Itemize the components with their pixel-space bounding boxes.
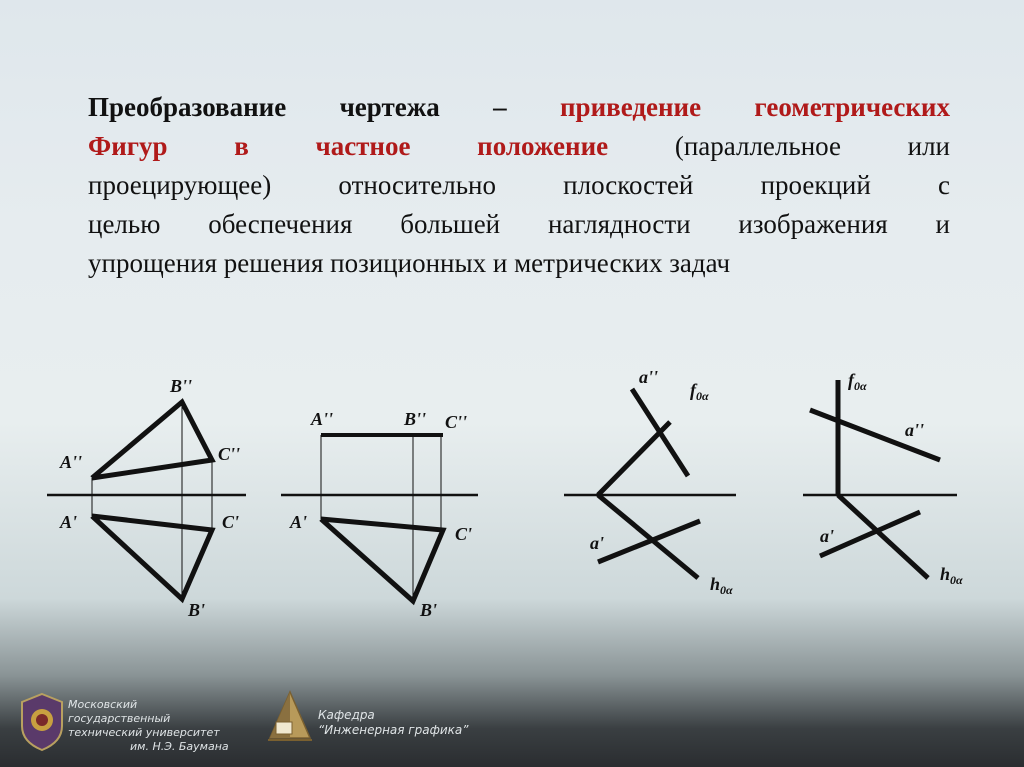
line-a1 bbox=[598, 521, 700, 562]
department-logo-icon bbox=[266, 690, 314, 744]
label-d3-f: $f_{0\alpha}$ bbox=[690, 380, 709, 403]
text-line-3: проецирующее) относительно плоскостей проекций с bbox=[88, 170, 950, 200]
label-d2-a1: A' bbox=[290, 512, 308, 532]
triangle-frontal bbox=[92, 402, 212, 478]
label-d1-c1: C' bbox=[222, 512, 240, 532]
text-line-5: упрощения решения позиционных и метрических задач bbox=[88, 248, 731, 278]
line-a1-4 bbox=[820, 512, 920, 556]
label-d3-a2: a'' bbox=[639, 367, 659, 387]
department-caption bbox=[318, 708, 468, 738]
university-line-1: Московский государственный bbox=[68, 698, 171, 725]
department-line-2: “Инженерная графика” bbox=[318, 723, 469, 737]
label-d4-a2: a'' bbox=[905, 420, 925, 440]
label-d1-b2: B'' bbox=[170, 376, 193, 396]
diagram-1 bbox=[47, 376, 246, 620]
label-d1-c2: C'' bbox=[218, 444, 241, 464]
university-caption bbox=[68, 698, 238, 754]
trace-h-4 bbox=[838, 495, 928, 578]
triangle-horizontal bbox=[92, 516, 212, 599]
trace-h bbox=[598, 495, 698, 578]
label-d4-f: $f_{0\alpha}$ bbox=[848, 370, 867, 393]
text-part-4: (параллельное или bbox=[674, 131, 951, 161]
line-a2 bbox=[632, 389, 688, 476]
department-line-1: Кафедра bbox=[318, 708, 375, 722]
term-bold: Преобразование чертежа – bbox=[88, 92, 507, 122]
label-d2-b1: B' bbox=[420, 600, 438, 620]
label-d2-b2: B'' bbox=[404, 409, 427, 429]
label-d3-a1: a' bbox=[590, 533, 605, 553]
label-d1-b1: B' bbox=[188, 600, 206, 620]
label-d1-a1: A' bbox=[60, 512, 78, 532]
university-crest-icon bbox=[18, 692, 66, 752]
term-red-2: Фигур в частное положение bbox=[88, 131, 609, 161]
text-line-4: целью обеспечения большей наглядности изображения и bbox=[88, 209, 950, 239]
label-d4-h: $h_{0\alpha}$ bbox=[940, 564, 963, 587]
label-d2-a2: A'' bbox=[311, 409, 334, 429]
diagram-3 bbox=[564, 367, 736, 597]
triangle-horizontal-2 bbox=[321, 519, 443, 601]
label-d4-a1: a' bbox=[820, 526, 835, 546]
diagram-4 bbox=[803, 370, 963, 587]
diagram-2 bbox=[281, 409, 478, 620]
term-red-1: приведение геометрических bbox=[560, 92, 950, 122]
label-d1-a2: A'' bbox=[60, 452, 83, 472]
label-d3-h: $h_{0\alpha}$ bbox=[710, 574, 733, 597]
university-line-2: технический университет bbox=[68, 726, 220, 739]
university-line-3: им. Н.Э. Баумана bbox=[130, 740, 229, 753]
label-d2-c2: C'' bbox=[445, 412, 468, 432]
label-d2-c1: C' bbox=[455, 524, 473, 544]
